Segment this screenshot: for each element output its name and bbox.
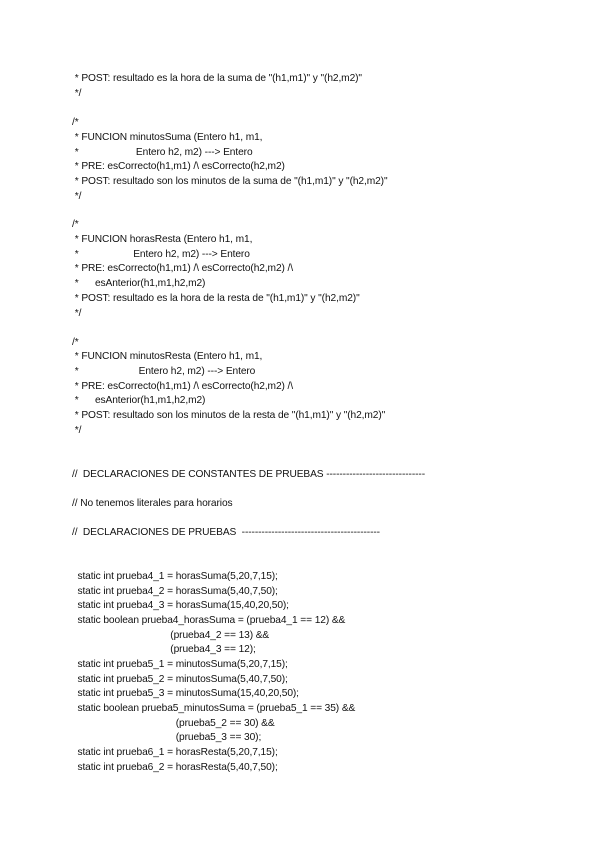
text-line: // No tenemos literales para horarios [72,498,233,509]
text-line: * Entero h2, m2) ---> Entero [72,366,256,377]
text-line: * POST: resultado es la hora de la resta de "(h1,m1)" y "(h2,m2)" [72,293,360,304]
code-line: (prueba4_2 == 13) && [72,630,270,641]
code-line: static int prueba4_3 = horasSuma(15,40,20,50); [72,600,289,611]
code-line: static int prueba5_1 = minutosSuma(5,20,7,15); [72,659,288,670]
text-line: * esAnterior(h1,m1,h2,m2) [72,395,206,406]
text-line: /* [72,117,79,128]
text-line: * POST: resultado son los minutos de la resta de "(h1,m1)" y "(h2,m2)" [72,410,386,421]
code-line: static int prueba6_2 = horasResta(5,40,7,50); [72,762,278,773]
text-line: */ [72,425,82,436]
code-line: (prueba5_2 == 30) && [72,718,275,729]
text-line: * FUNCION minutosSuma (Entero h1, m1, [72,132,263,143]
code-line: static int prueba4_1 = horasSuma(5,20,7,15); [72,571,278,582]
code-line: static int prueba4_2 = horasSuma(5,40,7,50); [72,586,278,597]
code-line: (prueba5_3 == 30); [72,732,262,743]
text-line: * esAnterior(h1,m1,h2,m2) [72,278,206,289]
text-line: * PRE: esCorrecto(h1,m1) /\ esCorrecto(h2,m2) /\ [72,263,293,274]
text-line: * POST: resultado es la hora de la suma de "(h1,m1)" y "(h2,m2)" [72,73,362,84]
text-line: */ [72,191,82,202]
text-line: * FUNCION minutosResta (Entero h1, m1, [72,351,263,362]
text-line: */ [72,308,82,319]
code-line: static boolean prueba5_minutosSuma = (prueba5_1 == 35) && [72,703,356,714]
text-line: * FUNCION horasResta (Entero h1, m1, [72,234,253,245]
text-line: * Entero h2, m2) ---> Entero [72,249,250,260]
text-line: */ [72,88,82,99]
code-line: static int prueba5_2 = minutosSuma(5,40,7,50); [72,674,288,685]
code-line: static int prueba6_1 = horasResta(5,20,7,15); [72,747,278,758]
text-line: * PRE: esCorrecto(h1,m1) /\ esCorrecto(h2,m2) /\ [72,381,293,392]
text-line: * Entero h2, m2) ---> Entero [72,147,253,158]
code-line: static int prueba5_3 = minutosSuma(15,40,20,50); [72,688,299,699]
code-line: (prueba4_3 == 12); [72,644,256,655]
section-heading: // DECLARACIONES DE PRUEBAS ------------------------------------------ [72,527,380,538]
section-heading: // DECLARACIONES DE CONSTANTES DE PRUEBAS ------------------------------ [72,469,425,480]
text-line: /* [72,337,79,348]
text-line: /* [72,219,79,230]
text-line: * PRE: esCorrecto(h1,m1) /\ esCorrecto(h2,m2) [72,161,285,172]
code-line: static boolean prueba4_horasSuma = (prueba4_1 == 12) && [72,615,346,626]
text-line: * POST: resultado son los minutos de la suma de "(h1,m1)" y "(h2,m2)" [72,176,388,187]
